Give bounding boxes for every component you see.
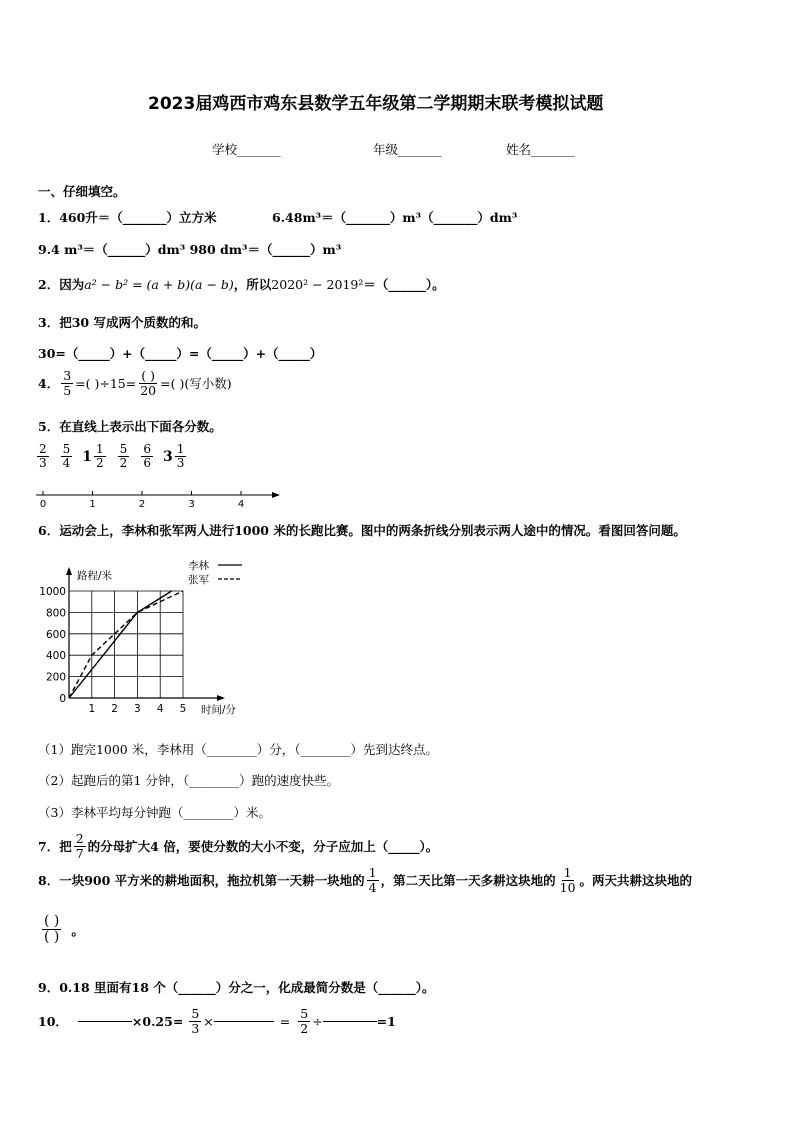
q5-f3-num: 5 [119,442,128,456]
q5-f4-num: 6 [143,442,151,456]
q5-fraction-0 [35,443,51,470]
q5-f5-den: 3 [176,456,185,471]
q5-f5-num: 1 [176,442,185,456]
q7-fraction [74,832,86,861]
q10-f2-num: 5 [300,1006,309,1021]
question-6-sub1: （1）跑完1000 米，李林用（________）分，（________）先到达终点。 [38,742,438,757]
q5-fraction-2 [82,443,107,470]
q4-fraction-2 [138,369,158,398]
number-line-arrow [272,492,280,498]
question-5: 5．在直线上表示出下面各分数。 [38,419,222,434]
q8-ans-den: ( ) [44,929,60,946]
question-4 [38,369,232,398]
q10-blank-1[interactable] [78,1021,132,1022]
chart-x-axis-title: 时间/分 [201,704,237,716]
q5-fraction-4 [139,443,155,470]
chart-x-tick-label: 2 [111,703,118,715]
q4-f2-num: ( ) [141,368,156,383]
q5-f2-num: 1 [96,442,104,456]
chart-series-line-1 [69,591,172,698]
chart-x-tick-label: 5 [179,703,187,715]
q4-mid: =( )÷15= [75,375,137,391]
number-line [30,485,290,515]
q10-part-1: ×0.25= [131,1013,184,1029]
number-line-tick-label: 1 [89,499,96,510]
question-9: 9．0.18 里面有18 个（______）分之一，化成最简分数是（______）。 [38,980,435,995]
q7-num: 2 [75,831,84,846]
q10-part-3: = [279,1013,291,1029]
question-8 [38,866,692,895]
q2-formula: a² − b² = (a + b)(a − b) [84,277,234,292]
q10-part-2: × [203,1013,214,1029]
grade-field: 年级_______ [373,142,442,157]
q4-label: 4． [38,376,60,392]
chart-series [69,591,183,698]
chart-y-tick-label: 0 [59,693,66,705]
q2-prefix: 2．因为 [38,277,85,292]
q8-ans-num: ( ) [44,913,60,929]
chart-y-tick-label: 400 [45,650,66,663]
chart-y-tick-label: 1000 [39,586,66,598]
q10-part-4: ÷ [312,1013,323,1029]
q8-fraction-2 [558,866,578,895]
q10-part-5: =1 [376,1013,396,1029]
q4-fraction-1 [61,369,73,398]
q8-fraction-1 [367,866,379,895]
q8-f2-num: 1 [563,865,572,880]
q10-fraction-1 [189,1007,201,1036]
question-3: 3．把30 写成两个质数的和。 [38,315,206,330]
chart-x-tick-label: 1 [88,703,96,715]
q5-f5-whole: 3 [162,448,173,465]
question-7 [38,832,438,861]
chart-x-tick-label: 4 [156,703,164,715]
q2-suffix: ＝（______）。 [363,277,445,292]
question-2 [38,275,445,293]
q8-f1-den: 4 [368,879,377,895]
question-10 [38,1007,396,1036]
number-line-tick-label: 0 [39,499,47,510]
q10-fraction-2 [298,1007,310,1036]
q8-part-c: 。两天共耕这块地的 [579,873,693,889]
question-6-sub2: （2）起跑后的第1 分钟，（________）跑的速度快些。 [38,773,340,788]
number-line-tick-label: 4 [237,499,245,510]
q10-label: 10． [38,1014,68,1030]
q4-f1-num: 3 [63,368,72,383]
q4-end: =( )(写小数) [160,376,232,392]
number-line-tick-label: 2 [138,499,146,510]
chart-tick-labels [39,559,242,716]
q4-f1-den: 5 [63,382,72,398]
chart-series-line-2 [69,591,183,698]
number-line-tick-label: 3 [188,499,195,510]
chart-grid [69,591,183,698]
q5-f0-num: 2 [39,442,47,456]
q10-blank-2[interactable] [214,1021,274,1022]
q5-fraction-1 [59,443,75,470]
question-3-line: 30=（_____）+（_____）=（_____）+（_____） [38,346,323,361]
number-line-ticks [40,491,244,510]
q5-f3-den: 2 [119,456,128,471]
q7-prefix: 7．把 [38,839,72,855]
question-6-sub3: （3）李林平均每分钟跑（________）米。 [38,805,271,820]
q5-f4-den: 6 [143,456,151,471]
q8-part-b: ，第二天比第一天多耕这块地的 [380,873,556,889]
question-6: 6．运动会上，李林和张军两人进行1000 米的长跑比赛。图中的两条折线分别表示两人途中的情况。看图回答问题。 [38,523,686,538]
q5-f2-den: 2 [96,456,104,471]
q7-suffix: 的分母扩大4 倍，要使分数的大小不变，分子应加上（_____）。 [87,839,439,855]
school-field: 学校_______ [212,142,281,157]
q8-f1-num: 1 [368,865,377,880]
q8-answer [40,914,84,946]
chart-legend-label: 张军 [188,574,209,586]
q5-fraction-list [35,443,188,470]
chart-y-tick-label: 600 [45,628,66,641]
q5-fraction-3 [116,443,132,470]
question-1b: 6.48m³＝（_______）m³（_______）dm³ [272,210,518,225]
q7-den: 7 [75,845,84,861]
chart-y-tick-label: 200 [45,671,66,684]
q5-f2-whole: 1 [82,448,93,465]
q4-f2-den: 20 [140,382,157,398]
q10-f1-den: 3 [191,1020,200,1036]
chart-y-tick-label: 800 [45,607,66,620]
q5-f1-den: 4 [62,456,71,471]
chart-y-axis-title: 路程/米 [77,570,113,582]
q2-mid: ，所以 [233,277,272,292]
q5-fraction-5 [163,443,188,470]
race-chart [38,553,258,723]
q10-f2-den: 2 [300,1020,309,1036]
q10-f1-num: 5 [191,1006,200,1021]
q8-part-a: 8．一块900 平方米的耕地面积，拖拉机第一天耕一块地的 [38,873,365,889]
chart-y-axis-arrow [66,567,72,575]
section-heading: 一、仔细填空。 [38,184,126,199]
q8-end: 。 [71,922,84,938]
chart-legend-label: 李林 [188,560,209,572]
name-field: 姓名_______ [506,142,575,157]
question-1a: 1．460升＝（_______）立方米 [38,210,217,225]
q8-answer-fraction [42,914,61,946]
question-1c: 9.4 m³＝（______）dm³ 980 dm³＝（______）m³ [38,242,342,257]
q5-f1-num: 5 [62,442,71,456]
q2-expression: 2020² − 2019² [271,277,364,292]
page-title: 2023届鸡西市鸡东县数学五年级第二学期期末联考模拟试题 [148,94,604,114]
chart-x-axis-arrow [217,695,225,701]
q5-f0-den: 3 [39,456,47,471]
q10-blank-3[interactable] [323,1021,377,1022]
chart-x-tick-label: 3 [134,703,141,715]
q8-f2-den: 10 [559,879,576,895]
